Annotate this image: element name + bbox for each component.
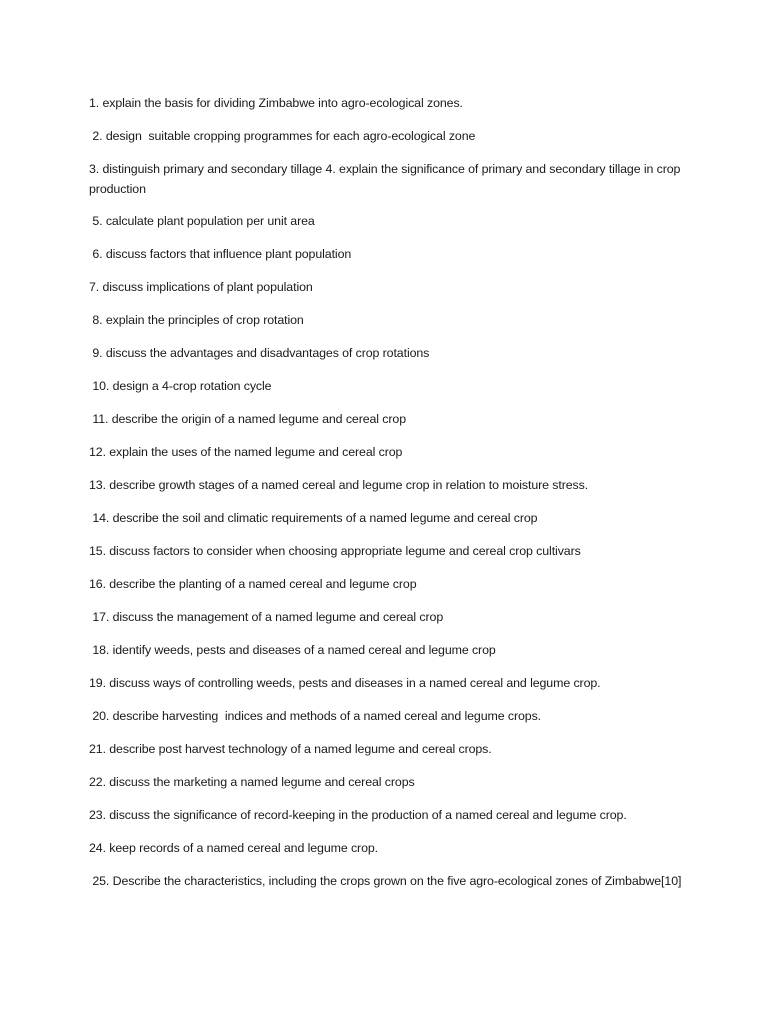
- list-item: 2. design suitable cropping programmes for each agro-ecological zone: [89, 129, 476, 143]
- list-item: 17. discuss the management of a named legume and cereal crop: [89, 610, 444, 624]
- list-item: 23. discuss the significance of record-keeping in the production of a named cereal and legume crop.: [89, 808, 627, 822]
- list-item: 13. describe growth stages of a named cereal and legume crop in relation to moisture stress.: [89, 478, 589, 492]
- list-item: 7. discuss implications of plant population: [89, 280, 313, 294]
- list-item: 22. discuss the marketing a named legume and cereal crops: [89, 775, 415, 789]
- list-item: 6. discuss factors that influence plant population: [89, 247, 352, 261]
- list-item: 20. describe harvesting indices and methods of a named cereal and legume crops.: [89, 709, 542, 723]
- list-item: 1. explain the basis for dividing Zimbabwe into agro-ecological zones.: [89, 96, 463, 110]
- list-item: 25. Describe the characteristics, including the crops grown on the five agro-ecological zones of Zimbabwe[10]: [89, 874, 682, 888]
- list-item: 10. design a 4-crop rotation cycle: [89, 379, 272, 393]
- list-item: 16. describe the planting of a named cereal and legume crop: [89, 577, 417, 591]
- list-item: 12. explain the uses of the named legume and cereal crop: [89, 445, 403, 459]
- list-item: 21. describe post harvest technology of a named legume and cereal crops.: [89, 742, 492, 756]
- objectives-list: [89, 93, 689, 903]
- list-item: 8. explain the principles of crop rotation: [89, 313, 304, 327]
- list-item: 14. describe the soil and climatic requirements of a named legume and cereal crop: [89, 511, 538, 525]
- list-item: 5. calculate plant population per unit area: [89, 214, 315, 228]
- list-item: 24. keep records of a named cereal and legume crop.: [89, 841, 379, 855]
- list-item: 3. distinguish primary and secondary tillage 4. explain the significance of primary and secondary tillage in crop production: [89, 162, 684, 196]
- list-item: 18. identify weeds, pests and diseases of a named cereal and legume crop: [89, 643, 496, 657]
- list-item: 11. describe the origin of a named legume and cereal crop: [89, 412, 407, 426]
- list-item: 15. discuss factors to consider when choosing appropriate legume and cereal crop cultivars: [89, 544, 581, 558]
- list-item: 9. discuss the advantages and disadvantages of crop rotations: [89, 346, 430, 360]
- list-item: 19. discuss ways of controlling weeds, pests and diseases in a named cereal and legume crop.: [89, 676, 601, 690]
